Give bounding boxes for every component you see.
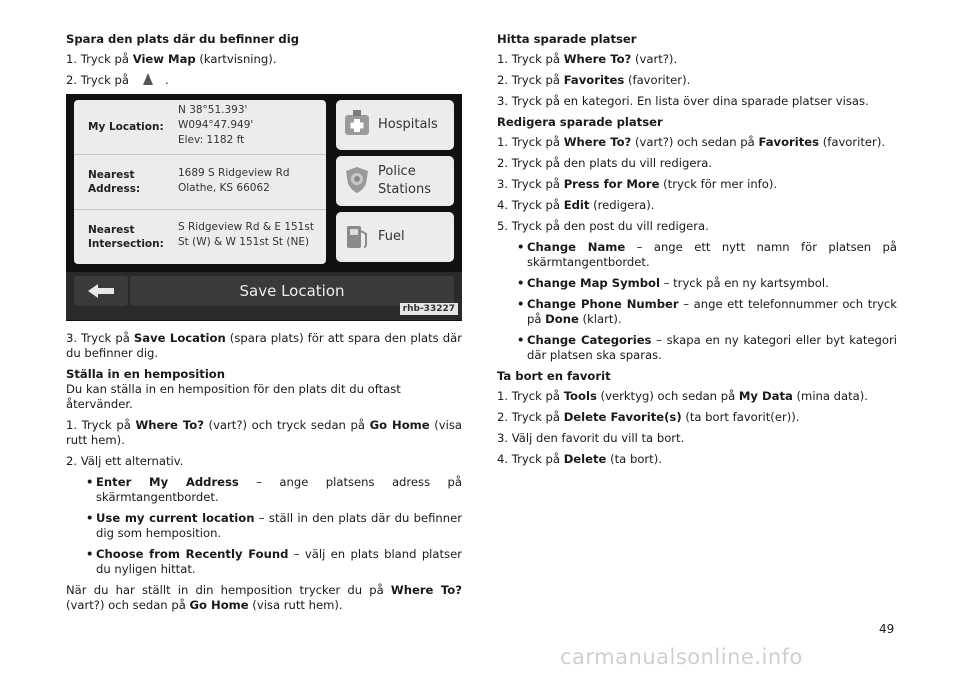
delete-step-3: 3. Välj den favorit du vill ta bort.	[497, 431, 685, 445]
hospitals-button[interactable]: Hospitals	[336, 100, 454, 150]
heading-edit-saved: Redigera sparade platser	[497, 115, 663, 129]
home-ending: När du har ställt in din hemposition trycker du på Where To? (vart?) och sedan på Go Home (visa rutt hem).	[66, 583, 462, 612]
nearest-address-row: Nearest Address: 1689 S Ridgeview Rd Olathe, KS 66062	[74, 155, 326, 210]
list-item: • Use my current location – ställ in den plats där du befinner dig som hemposition.	[66, 511, 462, 541]
heading-delete-favorite: Ta bort en favorit	[497, 369, 611, 383]
delete-step-2: 2. Tryck på Delete Favorite(s) (ta bort favorit(er)).	[497, 410, 800, 424]
list-item: • Change Categories – skapa en ny kategori eller byt kategori där platsen ska sparas.	[497, 333, 897, 363]
heading-find-saved: Hitta sparade platser	[497, 32, 637, 46]
left-column	[66, 32, 462, 619]
home-step-1: 1. Tryck på Where To? (vart?) och tryck sedan på Go Home (visa rutt hem).	[66, 418, 462, 447]
edit-step-4: 4. Tryck på Edit (redigera).	[497, 198, 655, 212]
my-location-row: My Location: N 38°51.393' W094°47.949' Elev: 1182 ft	[74, 100, 326, 155]
find-step-3: 3. Tryck på en kategori. En lista över dina sparade platser visas.	[497, 94, 869, 108]
edit-step-3: 3. Tryck på Press for More (tryck för mer info).	[497, 177, 778, 191]
list-item: • Change Name – ange ett nytt namn för platsen på skärmtangentbordet.	[497, 240, 897, 270]
save-location-button[interactable]: Save Location	[130, 276, 454, 306]
step-save-location: 3. Tryck på Save Location (spara plats) för att spara den plats där du befinner dig.	[66, 331, 462, 360]
home-intro: Du kan ställa in en hemposition för den plats dit du oftast återvänder.	[66, 382, 401, 411]
triangle-vehicle-icon	[143, 73, 153, 85]
back-arrow-icon	[74, 276, 128, 306]
police-badge-icon	[344, 166, 370, 194]
police-stations-button[interactable]: Police Stations	[336, 156, 454, 206]
edit-options-list	[497, 240, 897, 363]
edit-step-2: 2. Tryck på den plats du vill redigera.	[497, 156, 713, 170]
watermark: carmanualsonline.info	[560, 645, 803, 669]
step-tap-vehicle: 2. Tryck på .	[66, 73, 169, 87]
list-item: • Change Map Symbol – tryck på en ny kartsymbol.	[497, 276, 897, 291]
hospital-icon	[344, 110, 370, 138]
delete-step-1: 1. Tryck på Tools (verktyg) och sedan på My Data (mina data).	[497, 389, 868, 403]
list-item: • Change Phone Number – ange ett telefonnummer och tryck på Done (klart).	[497, 297, 897, 327]
find-step-2: 2. Tryck på Favorites (favoriter).	[497, 73, 691, 87]
fuel-pump-icon	[344, 222, 370, 250]
heading-home-position: Ställa in en hemposition	[66, 367, 226, 381]
delete-step-4: 4. Tryck på Delete (ta bort).	[497, 452, 662, 466]
find-step-1: 1. Tryck på Where To? (vart?).	[497, 52, 678, 66]
fuel-button[interactable]: Fuel	[336, 212, 454, 262]
home-options-list	[66, 475, 462, 577]
gps-screenshot	[66, 94, 462, 321]
step-view-map: 1. Tryck på View Map (kartvisning).	[66, 52, 277, 66]
image-reference-tag: rhb-33227	[400, 303, 458, 315]
right-column	[497, 32, 897, 473]
page-number: 49	[879, 622, 895, 636]
back-button[interactable]	[74, 276, 128, 306]
nearest-intersection-row: Nearest Intersection: S Ridgeview Rd & E 151st St (W) & W 151st St (NE)	[88, 221, 314, 250]
edit-step-1: 1. Tryck på Where To? (vart?) och sedan på Favorites (favoriter).	[497, 135, 886, 149]
edit-step-5: 5. Tryck på den post du vill redigera.	[497, 219, 709, 233]
home-step-2: 2. Välj ett alternativ.	[66, 454, 184, 468]
list-item: • Choose from Recently Found – välj en plats bland platser du nyligen hittat.	[66, 547, 462, 577]
heading-save-location: Spara den plats där du befinner dig	[66, 32, 299, 46]
location-info-panel	[74, 100, 326, 264]
list-item: • Enter My Address – ange platsens adress på skärmtangentbordet.	[66, 475, 462, 505]
